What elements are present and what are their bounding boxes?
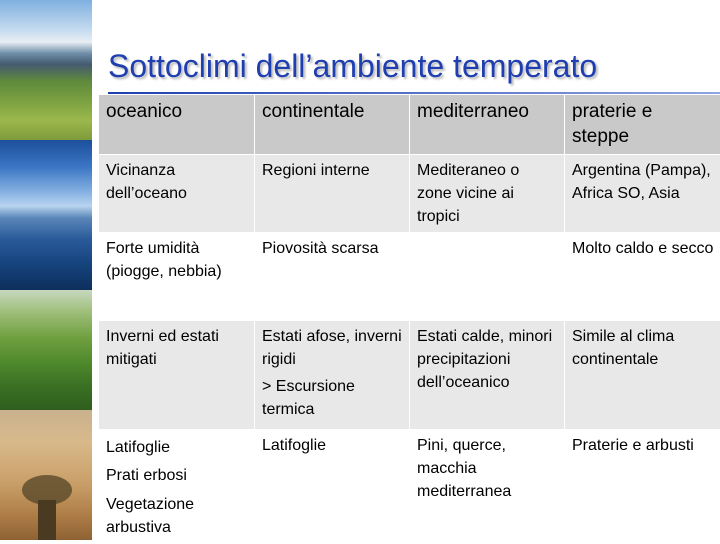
table-row-precipitazioni bbox=[99, 233, 720, 321]
sea-photo bbox=[0, 140, 92, 290]
cell-text: Latifoglie bbox=[106, 434, 248, 462]
cell bbox=[99, 233, 255, 321]
cell bbox=[565, 155, 720, 233]
cell-text: Argentina (Pampa), Africa SO, Asia bbox=[572, 159, 714, 205]
cell bbox=[410, 321, 565, 430]
table-row-temperature bbox=[99, 321, 720, 430]
header-cell-mediterraneo: mediterraneo bbox=[410, 95, 565, 155]
header-cell-continentale: continentale bbox=[255, 95, 410, 155]
photo-strip bbox=[0, 0, 92, 540]
cell-text: Inverni ed estati mitigati bbox=[106, 325, 248, 371]
cell bbox=[410, 233, 565, 321]
cell bbox=[565, 430, 720, 544]
cell bbox=[255, 430, 410, 544]
cell bbox=[99, 321, 255, 430]
table-row-vegetazione bbox=[99, 430, 720, 544]
header-cell-praterie: praterie e steppe bbox=[565, 95, 720, 155]
cell-text: Piovosità scarsa bbox=[262, 237, 403, 260]
cell-text: Estati calde, minori precipitazioni dell’oceanico bbox=[417, 325, 558, 394]
cell bbox=[410, 430, 565, 544]
cell bbox=[565, 233, 720, 321]
cell-text: Estati afose, inverni rigidi bbox=[262, 325, 403, 371]
cell-text: Vicinanza dell’oceano bbox=[106, 159, 248, 205]
baobab-trunk-icon bbox=[38, 500, 56, 540]
cell-text: Regioni interne bbox=[262, 159, 403, 182]
cell bbox=[99, 430, 255, 544]
cell-text: > Escursione termica bbox=[262, 375, 403, 421]
slide-title: Sottoclimi dell’ambiente temperato bbox=[108, 48, 597, 85]
cell-text: Vegetazione arbustiva bbox=[106, 493, 248, 539]
cell-text: Molto caldo e secco bbox=[572, 237, 714, 260]
cell-text: Prati erbosi bbox=[106, 462, 248, 490]
cell bbox=[565, 321, 720, 430]
cell bbox=[255, 321, 410, 430]
climate-table bbox=[98, 94, 720, 544]
table-row-posizione bbox=[99, 155, 720, 233]
cell bbox=[255, 155, 410, 233]
river-valley-photo bbox=[0, 290, 92, 410]
mountain-photo bbox=[0, 0, 92, 140]
cell-text: Forte umidità (piogge, nebbia) bbox=[106, 237, 248, 283]
cell-text: Praterie e arbusti bbox=[572, 434, 714, 457]
header-row bbox=[99, 95, 720, 155]
cell bbox=[255, 233, 410, 321]
cell-text: Mediteraneo o zone vicine ai tropici bbox=[417, 159, 558, 228]
header-cell-oceanico: oceanico bbox=[99, 95, 255, 155]
cell bbox=[410, 155, 565, 233]
cell-text: Pini, querce, macchia mediterranea bbox=[417, 434, 558, 503]
cell-text: Simile al clima continentale bbox=[572, 325, 714, 371]
cell bbox=[99, 155, 255, 233]
cell-text: Latifoglie bbox=[262, 434, 403, 457]
